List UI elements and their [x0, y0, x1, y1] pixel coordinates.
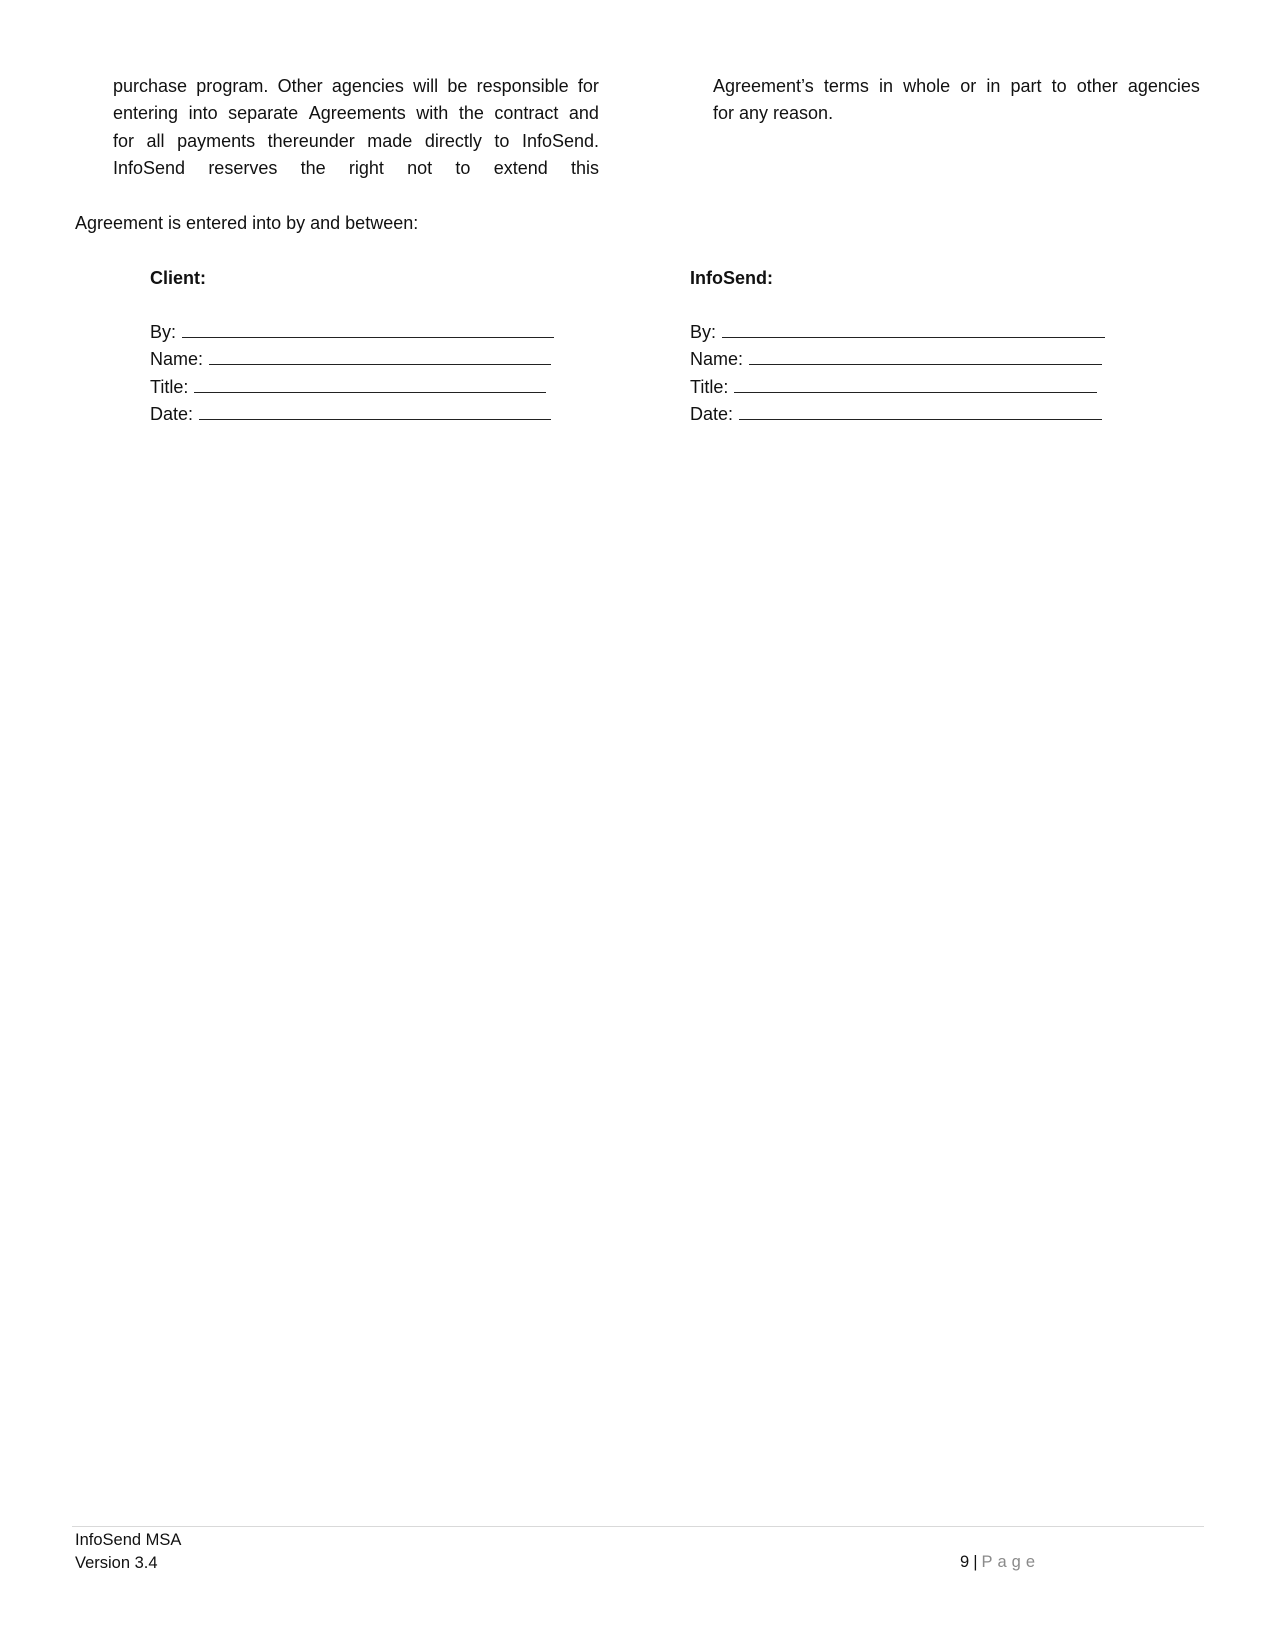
infosend-date-field[interactable] [690, 401, 1110, 428]
footer-doc-info [75, 1529, 181, 1575]
word: InfoSend [113, 157, 186, 178]
infosend-heading: InfoSend: [690, 268, 773, 288]
footer-divider [72, 1526, 1204, 1527]
field-label: By: [690, 322, 717, 342]
signature-line[interactable] [182, 321, 554, 338]
word: for [113, 130, 135, 151]
word: extend [493, 157, 548, 178]
word: the [300, 157, 326, 178]
signature-line[interactable] [722, 321, 1105, 338]
client-name-field[interactable] [150, 346, 560, 373]
word: part [1010, 76, 1042, 96]
footer-doc-name: InfoSend MSA [75, 1531, 182, 1549]
word: to [1051, 76, 1067, 96]
field-label: Date: [690, 403, 734, 424]
word: and [568, 103, 599, 124]
infosend-signature-block [690, 265, 1110, 428]
word: terms [823, 76, 869, 96]
word: to [494, 130, 510, 151]
infosend-by-field[interactable] [690, 319, 1110, 346]
paragraph-line: for any reason. [713, 103, 834, 124]
word: InfoSend. [521, 130, 599, 151]
page-number [960, 1553, 1040, 1572]
word: the [458, 103, 484, 124]
footer-version: Version 3.4 [75, 1554, 158, 1572]
word: or [960, 76, 977, 96]
client-signature-block [150, 265, 560, 428]
word: Agreement’s [713, 76, 814, 96]
signature-line[interactable] [209, 348, 551, 365]
signature-line[interactable] [739, 403, 1102, 420]
word: separate [228, 103, 299, 124]
client-date-field[interactable] [150, 401, 560, 428]
right-column-paragraph [713, 73, 1200, 128]
word: responsible [476, 76, 569, 96]
infosend-name-field[interactable] [690, 346, 1110, 373]
word: right [348, 157, 384, 178]
word: in [878, 76, 893, 96]
word: be [447, 76, 468, 96]
word: Agreements [308, 103, 406, 124]
page-label: Page [981, 1553, 1041, 1571]
word: agencies [331, 76, 404, 96]
word: directly [424, 130, 482, 151]
word: not [407, 157, 433, 178]
word: to [455, 157, 471, 178]
word: for [577, 76, 599, 96]
signature-line[interactable] [734, 376, 1097, 393]
word: purchase [113, 76, 188, 96]
word: program. [196, 76, 269, 96]
paragraph-line [113, 73, 599, 100]
paragraph-line [113, 128, 599, 155]
word: whole [903, 76, 951, 96]
word: agencies [1127, 76, 1200, 96]
client-title-field[interactable] [150, 374, 560, 401]
agreement-intro: Agreement is entered into by and between: [75, 213, 419, 233]
client-by-field[interactable] [150, 319, 560, 346]
signature-line[interactable] [199, 403, 551, 420]
word: other [1076, 76, 1118, 96]
paragraph-line [113, 155, 599, 182]
page-separator: | [973, 1553, 978, 1571]
signature-line[interactable] [749, 348, 1102, 365]
left-column-paragraph [113, 73, 599, 182]
field-label: Name: [150, 349, 204, 370]
word: into [188, 103, 218, 124]
field-label: By: [150, 322, 177, 342]
word: entering [113, 103, 179, 124]
word: reserves [208, 157, 278, 178]
field-label: Title: [150, 376, 189, 397]
word: in [986, 76, 1001, 96]
signature-line[interactable] [194, 376, 546, 393]
word: Other [277, 76, 323, 96]
word: contract [494, 103, 559, 124]
paragraph-line [713, 73, 1200, 100]
page-number-value: 9 [960, 1553, 970, 1571]
field-label: Date: [150, 403, 194, 424]
word: with [416, 103, 449, 124]
paragraph-line [113, 100, 599, 127]
word: this [570, 157, 599, 178]
infosend-title-field[interactable] [690, 374, 1110, 401]
field-label: Title: [690, 376, 729, 397]
word: all [146, 130, 165, 151]
word: will [413, 76, 439, 96]
word: thereunder [267, 130, 355, 151]
field-label: Name: [690, 349, 744, 370]
word: payments [177, 130, 256, 151]
word: made [367, 130, 413, 151]
client-heading: Client: [150, 268, 206, 288]
